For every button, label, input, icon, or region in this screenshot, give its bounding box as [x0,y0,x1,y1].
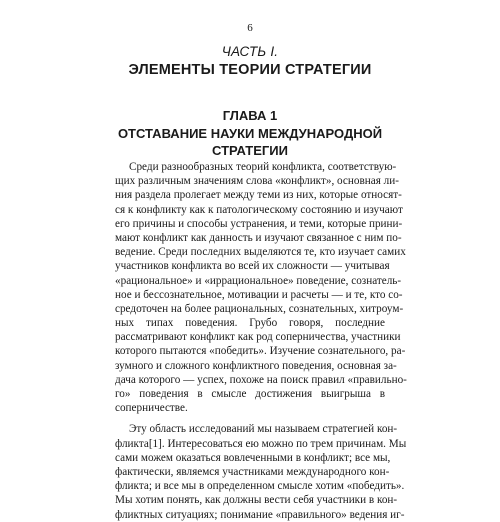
text-line: его причины и способы устранения, и теми, которые прини- [115,217,403,230]
text-line: сами можем оказаться вовлеченными в конфликт; все мы, [115,451,391,464]
text-line: фликта[1]. Интересоваться ею можно по трем причинам. Мы [115,437,407,450]
paragraph-1 [115,160,407,415]
text-line: ния раздела пролегает между теми из них, которые относят- [115,189,402,202]
part-title: ЭЛЕМЕНТЫ ТЕОРИИ СТРАТЕГИИ [128,62,372,78]
text-line: го» поведения в смысле достижения выигрыша в [115,388,385,400]
text-line: рассматривают конфликт как род соперничества, участники [115,331,401,344]
paragraph-2 [115,422,407,521]
text-line: дача которого — успех, похоже на поиск правил «правильно- [115,373,407,386]
chapter-label: ГЛАВА 1 [222,108,278,123]
text-line: фактически, являемся участниками международного кон- [115,465,390,478]
chapter-title-line: ОТСТАВАНИЕ НАУКИ МЕЖДУНАРОДНОЙ [117,126,383,141]
page-number: 6 [247,22,253,34]
text-line: щих различным значениям слова «конфликт», основная ли- [115,175,399,188]
text-line: Среди разнообразных теорий конфликта, соответствую- [129,161,397,173]
text-line: ведение. Среди последних выделяются те, кто изучает самих [115,246,406,259]
text-line: фликта; и все мы в определенном смысле хотим «победить». [115,480,405,493]
text-line: участников конфликта во всей их сложности — учитывая [115,260,390,273]
chapter-title-line: СТРАТЕГИИ [212,143,288,158]
text-line: средоточен на более рациональных, сознательных, хитроум- [115,302,404,315]
text-line: ных типах поведения. Грубо говоря, последние [115,317,385,330]
text-line: ное и бессознательное, мотивации и расчеты — и те, кто со- [115,288,403,301]
text-line: фликтных ситуациях; понимание «правильного» ведения иг- [115,508,405,521]
text-line: Мы хотим понять, как должны вести себя участники в кон- [115,494,398,507]
part-label: ЧАСТЬ I. [221,44,279,59]
text-line: зумного и сложного конфликтного поведения, основная за- [115,359,397,372]
text-line: «рациональное» и «иррациональное» поведение, сознатель- [115,274,402,287]
text-line: которого пытаются «победить». Изучение сознательного, ра- [115,345,406,358]
body-text [115,160,407,522]
text-line: соперничестве. [115,402,188,415]
text-line: Эту область исследований мы называем стратегией кон- [129,423,398,436]
chapter-title [0,125,500,159]
paragraph-spacer [115,415,385,422]
text-line: мают конфликт как данность и изучают связанное с ним по- [115,231,402,244]
text-line: ся к конфликту как к патологическому состоянию и изучают [115,203,403,216]
